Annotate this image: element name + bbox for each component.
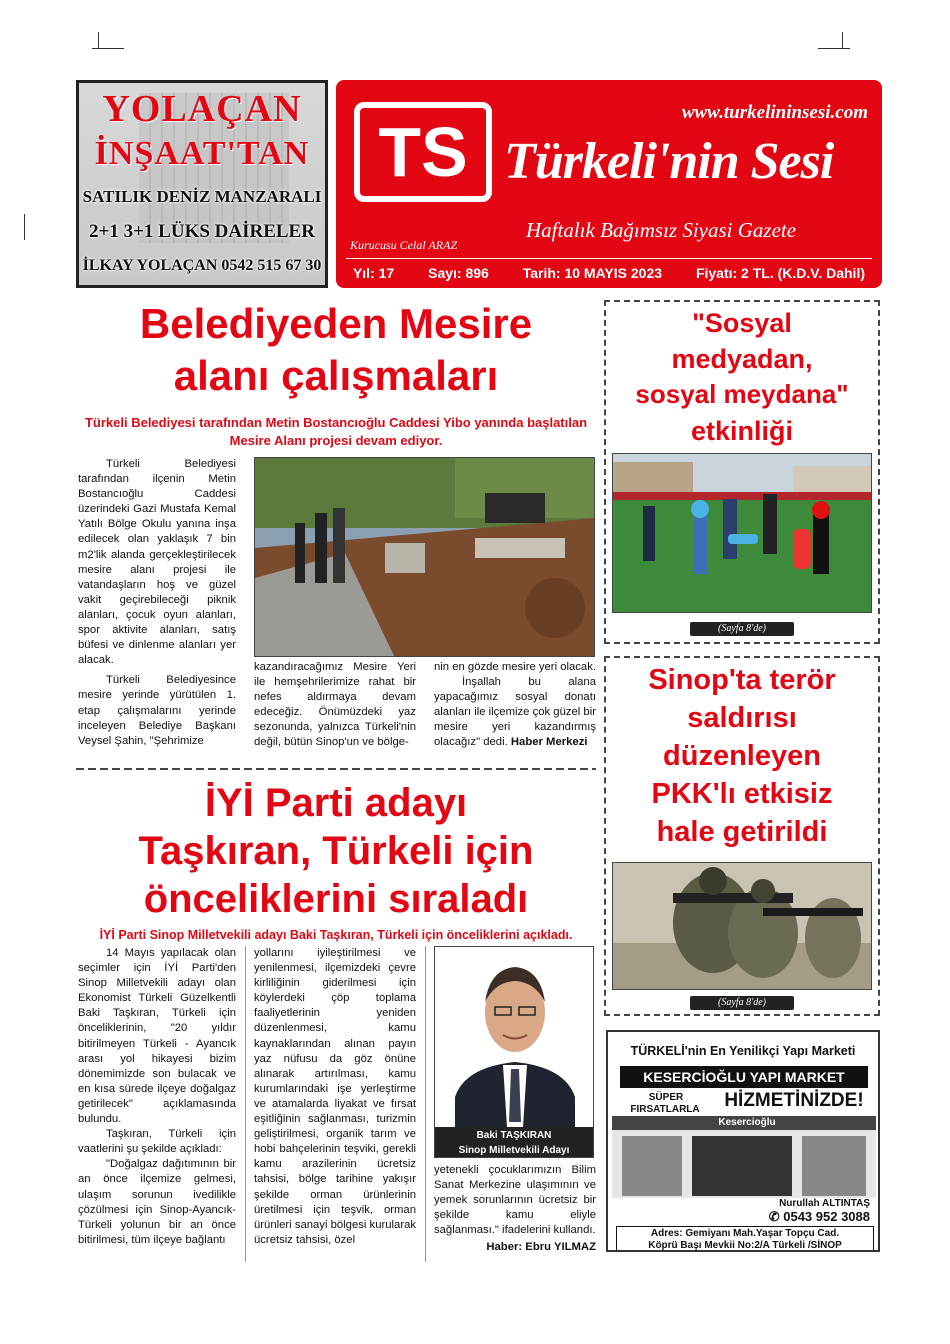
- store-door: [692, 1136, 792, 1196]
- crop-mark: [92, 48, 124, 49]
- sidebar1-headline-3: sosyal meydana": [635, 379, 849, 409]
- sosyal-photo-image: [613, 454, 872, 613]
- article1-column-3: [434, 660, 596, 751]
- yolacan-ad: [76, 80, 328, 288]
- sidebar1-headline-2: medyadan,: [671, 344, 813, 374]
- article-divider: [76, 768, 596, 770]
- sidebar2-headline-4: PKK'lı etkisiz: [651, 778, 833, 810]
- sidebar2-headline-2: saldırısı: [687, 702, 797, 734]
- soldiers-photo: [612, 862, 872, 990]
- ad-line-2: İNŞAAT'TAN: [94, 135, 310, 172]
- article2-paragraph: "Doğalgaz dağıtımının bir an önce ilçemize gelmesi, ulaşım sorunun ivedilikle çözülmesi için Sinop-Ayancık-Türkeli yolunun bir an önce bitirilmesi, tüm ilçeye bağlantı: [78, 1158, 236, 1246]
- sidebar2-headline-5: hale getirildi: [656, 816, 828, 848]
- article2-headline-2: Taşkıran, Türkeli için: [138, 829, 534, 873]
- article1-paragraph: nin en gözde mesire yeri olacak.: [434, 661, 597, 673]
- article2-paragraph: 14 Mayıs yapılacak olan seçimler için İYİ Parti'den Sinop Milletvekili adayı olan Ekonomist Türkeli Güzelkentli Baki Taşkıran, Türkeli için önceliklerinin, "20 yıldır bitirilmeyen Türkeli - Ayancık arası yol hikayesi bizim dönemimizde son bulacak ve en kısa sürede ilçeye doğalgaz getirilecek" açıklamasında bulundu.: [78, 947, 236, 1126]
- column-divider: [245, 946, 246, 1262]
- newspaper-name: Türkeli'nin Sesi: [504, 133, 834, 190]
- sidebar1-headline-4: etkinliği: [690, 416, 793, 446]
- article2-deck: İYİ Parti Sinop Milletvekili adayı Baki Taşkıran, Türkeli için önceliklerini açıkladı.: [99, 928, 573, 942]
- sosyal-event-photo: [612, 453, 872, 613]
- sidebar2-headline-1: Sinop'ta terör: [648, 664, 836, 696]
- article1-paragraph: Türkeli Belediyesi tarafından ilçenin Metin Bostancıoğlu Caddesi üzerindeki Gazi Mustafa Kemal Yatılı Bölge Okulu yanına inşa edilecek olan yaklaşık 7 bin m2'lik alanda gerçekleştirilecek mesire alanı projesi ile vatandaşların hoş ve güzel vakit geçirebileceği piknik alanları, çocuk oyun alanları, spor aktivite alanları, satış büfesi ve dinlenme alanları yer alacak.: [78, 458, 236, 667]
- article1-headline-2: alanı çalışmaları: [173, 352, 499, 399]
- soldiers-photo-image: [613, 863, 872, 990]
- article1-headline-1: Belediyeden Mesire: [139, 300, 533, 347]
- ad-line-1: YOLAÇAN: [102, 88, 302, 130]
- article1-deck-2: Mesire Alanı projesi devam ediyor.: [229, 433, 443, 448]
- store-window: [802, 1136, 866, 1196]
- store-photo: [612, 1116, 876, 1198]
- store-window: [622, 1136, 682, 1196]
- issue-label: Sayı: 896: [428, 265, 489, 281]
- year-label: Yıl: 17: [352, 265, 395, 281]
- ad-right-line-2: KESERCİOĞLU YAPI MARKET: [620, 1066, 868, 1088]
- article1-credit: Haber Merkezi: [510, 736, 588, 749]
- address-line-1: Adres: Gemiyanı Mah.Yaşar Topçu Cad.: [650, 1228, 840, 1239]
- candidate-title: Sinop Milletvekili Adayı: [458, 1145, 570, 1156]
- ad-right-phone-number[interactable]: 0543 952 3088: [783, 1209, 870, 1224]
- crop-mark: [24, 214, 25, 240]
- sidebar1-headline-1: "Sosyal: [692, 308, 792, 338]
- article2-headline-1: İYİ Parti adayı: [204, 781, 468, 825]
- ad-line-4: 2+1 3+1 LÜKS DAİRELER: [89, 221, 315, 242]
- price-label: Fiyatı: 2 TL. (K.D.V. Dahil): [695, 265, 865, 281]
- sidebar2-page-ref[interactable]: (Sayfa 8'de): [690, 996, 794, 1010]
- candidate-portrait: [434, 946, 594, 1158]
- ad-right-hizmet: HİZMETİNİZDE!: [724, 1090, 864, 1111]
- article1-paragraph: Türkeli Belediyesince mesire yerinde yürütülen 1. etap çalışmalarını yerinde inceleyen Belediye Başkanı Veysel Şahin, "Şehrimize: [78, 674, 236, 747]
- date-label: Tarih: 10 MAYIS 2023: [522, 265, 663, 281]
- article1-quote: İnşallah bu alana yapacağımız sosyal donatı alanları ile ilçemize çok güzel bir mesire yeri kazandırmış olacağız" dedi.: [434, 676, 596, 749]
- site-url[interactable]: www.turkelininsesi.com: [681, 102, 868, 123]
- article1-paragraph: [434, 675, 596, 750]
- kesercioglu-ad: [606, 1030, 880, 1252]
- article1-column-1: [78, 457, 236, 749]
- candidate-name: Baki TAŞKIRAN: [476, 1130, 552, 1141]
- issue-info-bar: [336, 258, 882, 288]
- masthead: [336, 80, 882, 288]
- article2-paragraph: Taşkıran, Türkeli için vaatlerini şu şekilde açıkladı:: [78, 1128, 236, 1156]
- address-line-2: Köprü Başı Mevkii No:2/A Türkeli /SİNOP: [648, 1240, 842, 1251]
- ad-right-firsat: FIRSATLARLA: [630, 1104, 700, 1115]
- article2-column-2: [254, 946, 416, 1248]
- store-sign-text: Kesercioğlu: [718, 1117, 776, 1128]
- ad-phone: İLKAY YOLAÇAN 0542 515 67 30: [82, 257, 322, 274]
- mesire-photo-image: [255, 458, 595, 657]
- article2-column-3: [434, 1163, 596, 1256]
- article2-paragraph: yetenekli çocuklarımızın Bilim Sanat Merkezine ulaşımının ve yemek sorunlarının ücretsiz bir şekilde kamu eliyle sağlanması." ifadelerini kullandı.: [434, 1164, 596, 1237]
- article2-headline-3: önceliklerini sıraladı: [143, 877, 529, 921]
- column-divider: [425, 946, 426, 1262]
- mesire-construction-photo: [254, 457, 595, 657]
- phone-icon: ✆: [768, 1209, 780, 1224]
- crop-mark: [98, 32, 99, 48]
- article1-paragraph: kazandıracağımız Mesire Yeri ile hemşehrilerimize rahat bir nefes aldırmaya devam edeceğiz. Önümüzdeki yaz sezonunda, yalnızca Türkeli'nin değil, bütün Sinop'un ve bölge-: [254, 661, 416, 749]
- article1-deck-1: Türkeli Belediyesi tarafından Metin Bostancıoğlu Caddesi Yibo yanında başlatılan: [84, 415, 588, 430]
- article2-credit-text: Haber: Ebru YILMAZ: [486, 1241, 596, 1254]
- article2-paragraph: yollarını iyileştirilmesi ve yenilenmesi, ilçemizdeki çevre kirliliğinin giderilmesi için köylerdeki çöp toplama faaliyetlerinin yeniden düzenlenmesi, kamu kaynaklarından alınan payın yaz nüfusu da göz önüne alınarak artırılması, kamu kurumlarındaki işe yerleştirme ve atamalarda liyakat ve fırsat eşitliğinin sağlanması, turizmin geliştirilmesi, organik tarım ve hobi bahçelerinin teşviki, gerekli kamu arazilerinin ücretsiz tahsisi, bölge tarihine yakışır şekilde orman ürünlerinin üretilmesi için teşvik, orman ürünleri sanayi bölgesi kurularak ücretsiz tahsisi, özel: [254, 947, 417, 1246]
- ad-right-contact: Nurullah ALTINTAŞ: [779, 1198, 870, 1209]
- article2-credit: [434, 1240, 596, 1255]
- candidate-portrait-image: [435, 947, 594, 1127]
- article2-column-1: [78, 946, 236, 1248]
- ad-right-line-1: TÜRKELİ'nin En Yenilikçi Yapı Marketi: [630, 1044, 856, 1058]
- ad-right-address: [616, 1226, 874, 1252]
- candidate-caption: [435, 1127, 593, 1158]
- crop-mark: [842, 32, 843, 48]
- newspaper-subtitle: Haftalık Bağımsız Siyasi Gazete: [526, 218, 797, 242]
- ad-line-3: SATILIK DENİZ MANZARALI: [82, 187, 322, 206]
- article1-column-2: [254, 660, 416, 751]
- ts-logo: TS: [354, 102, 492, 202]
- crop-mark: [818, 48, 850, 49]
- founder-line: Kurucusu Celal ARAZ: [350, 238, 458, 252]
- sidebar2-headline-3: düzenleyen: [663, 740, 821, 772]
- ad-right-super: SÜPER: [648, 1092, 684, 1103]
- sidebar1-page-ref[interactable]: (Sayfa 8'de): [690, 622, 794, 636]
- ad-right-phone: [769, 1209, 870, 1225]
